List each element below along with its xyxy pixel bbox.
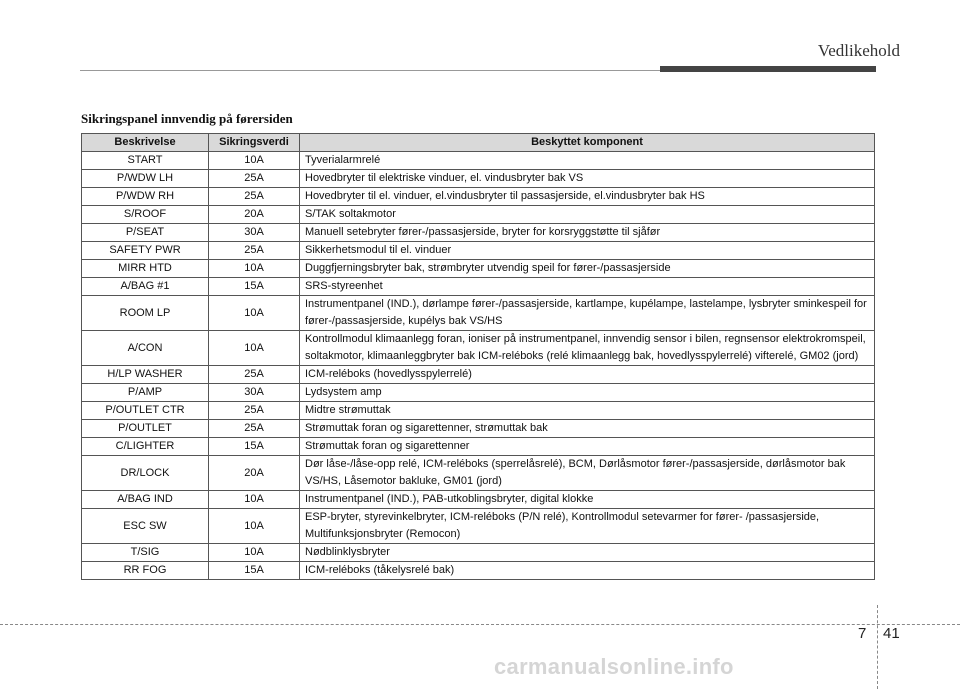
cell-component: SRS-styreenhet: [300, 278, 875, 296]
cell-component: Midtre strømuttak: [300, 402, 875, 420]
cell-rating: 10A: [209, 152, 300, 170]
cell-component: Strømuttak foran og sigarettenner, strømuttak bak: [300, 420, 875, 438]
table-row: [82, 420, 875, 438]
cell-description: S/ROOF: [82, 206, 209, 224]
cell-description: ESC SW: [82, 509, 209, 544]
table-row: [82, 242, 875, 260]
cell-component: Nødblinklysbryter: [300, 544, 875, 562]
cell-description: P/AMP: [82, 384, 209, 402]
cell-rating: 25A: [209, 402, 300, 420]
cell-component: Manuell setebryter fører-/passasjerside, bryter for korsryggstøtte til sjåfør: [300, 224, 875, 242]
cell-description: MIRR HTD: [82, 260, 209, 278]
cell-description: A/CON: [82, 331, 209, 366]
table-row: [82, 224, 875, 242]
table-row: [82, 331, 875, 366]
column-header-description: Beskrivelse: [82, 134, 209, 152]
cell-description: P/WDW LH: [82, 170, 209, 188]
cell-rating: 10A: [209, 260, 300, 278]
watermark: carmanualsonline.info: [494, 654, 734, 679]
table-row: [82, 260, 875, 278]
cell-rating: 25A: [209, 420, 300, 438]
table-row: [82, 562, 875, 580]
cell-description: P/OUTLET: [82, 420, 209, 438]
table-row: [82, 278, 875, 296]
table-row: [82, 456, 875, 491]
table-row: [82, 206, 875, 224]
header-accent-bar: [660, 66, 876, 72]
cell-component: Duggfjerningsbryter bak, strømbryter utvendig speil for fører-/passasjerside: [300, 260, 875, 278]
table-row: [82, 509, 875, 544]
running-header-title: Vedlikehold: [817, 41, 900, 60]
cell-rating: 20A: [209, 206, 300, 224]
table-row: [82, 544, 875, 562]
cell-description: P/SEAT: [82, 224, 209, 242]
cell-component: ICM-reléboks (tåkelysrelé bak): [300, 562, 875, 580]
cell-rating: 10A: [209, 296, 300, 331]
cell-description: P/OUTLET CTR: [82, 402, 209, 420]
cell-component: ICM-reléboks (hovedlysspylerrelé): [300, 366, 875, 384]
footer-rule: [0, 624, 960, 625]
table-row: [82, 438, 875, 456]
column-header-component: Beskyttet komponent: [300, 134, 875, 152]
cell-rating: 10A: [209, 544, 300, 562]
cell-component: Dør låse-/låse-opp relé, ICM-reléboks (sperrelåsrelé), BCM, Dørlåsmotor fører-/passasjerside, dørlåsmotor bak VS/HS, Låsemotor bakluke, GM01 (jord): [300, 456, 875, 491]
table-row: [82, 296, 875, 331]
cell-rating: 25A: [209, 188, 300, 206]
cell-description: START: [82, 152, 209, 170]
cell-rating: 30A: [209, 384, 300, 402]
table-body: [82, 152, 875, 580]
header-rule: [80, 70, 660, 71]
cell-description: P/WDW RH: [82, 188, 209, 206]
cell-description: DR/LOCK: [82, 456, 209, 491]
cell-component: Tyverialarmrelé: [300, 152, 875, 170]
table-row: [82, 402, 875, 420]
cell-component: Kontrollmodul klimaanlegg foran, ioniser på instrumentpanel, innvendig sensor i bilen, regnsensor elektrokromspeil, soltakmotor, klimaanleggbryter bak ICM-reléboks (relé klimaanlegg bak, hovedlysspylerrelé) vifterelé, GM02 (jord): [300, 331, 875, 366]
cell-component: ESP-bryter, styrevinkelbryter, ICM-reléboks (P/N relé), Kontrollmodul setevarmer for fører- /passasjerside, Multifunksjonsbryter (Remocon): [300, 509, 875, 544]
cell-rating: 25A: [209, 170, 300, 188]
cell-rating: 10A: [209, 509, 300, 544]
cell-description: RR FOG: [82, 562, 209, 580]
page-number: 41: [883, 625, 900, 642]
table-row: [82, 188, 875, 206]
cell-description: H/LP WASHER: [82, 366, 209, 384]
fuse-table: [81, 133, 875, 580]
cell-component: Instrumentpanel (IND.), PAB-utkoblingsbryter, digital klokke: [300, 491, 875, 509]
cell-component: Instrumentpanel (IND.), dørlampe fører-/passasjerside, kartlampe, kupélampe, lastelampe, lysbryter sminkespeil for fører-/passasjerside, kupélys bak VS/HS: [300, 296, 875, 331]
cell-rating: 25A: [209, 242, 300, 260]
table-row: [82, 491, 875, 509]
cell-component: Hovedbryter til el. vinduer, el.vindusbryter til passasjerside, el.vindusbryter bak HS: [300, 188, 875, 206]
cell-description: C/LIGHTER: [82, 438, 209, 456]
cell-rating: 15A: [209, 438, 300, 456]
cell-component: Lydsystem amp: [300, 384, 875, 402]
section-title: Sikringspanel innvendig på førersiden: [81, 111, 293, 126]
table-row: [82, 366, 875, 384]
cell-component: S/TAK soltakmotor: [300, 206, 875, 224]
cell-rating: 25A: [209, 366, 300, 384]
chapter-number: 7: [858, 625, 867, 642]
cell-description: SAFETY PWR: [82, 242, 209, 260]
cell-description: A/BAG IND: [82, 491, 209, 509]
cell-description: A/BAG #1: [82, 278, 209, 296]
column-header-rating: Sikringsverdi: [209, 134, 300, 152]
cell-rating: 10A: [209, 491, 300, 509]
footer-divider: [877, 605, 878, 689]
cell-rating: 10A: [209, 331, 300, 366]
table-row: [82, 170, 875, 188]
cell-component: Hovedbryter til elektriske vinduer, el. vindusbryter bak VS: [300, 170, 875, 188]
table-header-row: [82, 134, 875, 152]
cell-component: Sikkerhetsmodul til el. vinduer: [300, 242, 875, 260]
table-row: [82, 384, 875, 402]
cell-rating: 30A: [209, 224, 300, 242]
cell-component: Strømuttak foran og sigarettenner: [300, 438, 875, 456]
cell-description: ROOM LP: [82, 296, 209, 331]
cell-description: T/SIG: [82, 544, 209, 562]
cell-rating: 15A: [209, 562, 300, 580]
cell-rating: 15A: [209, 278, 300, 296]
cell-rating: 20A: [209, 456, 300, 491]
table-row: [82, 152, 875, 170]
